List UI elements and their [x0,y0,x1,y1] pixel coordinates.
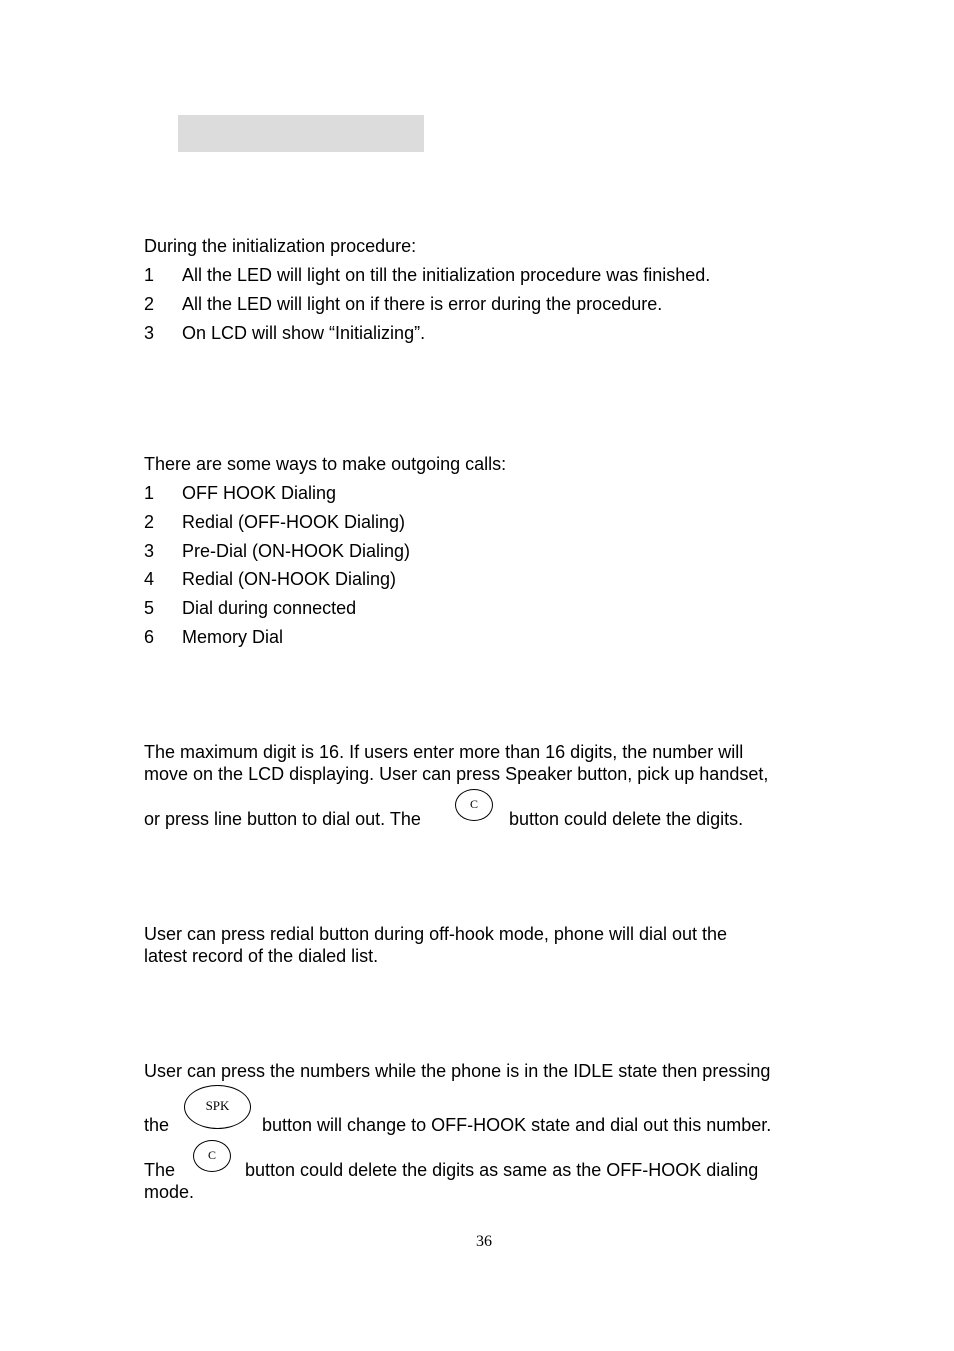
outgoing-item-1 [144,482,336,504]
outgoing-item-3 [144,540,410,562]
redial-line-1: User can press redial button during off-hook mode, phone will dial out the [144,924,728,944]
spk-button-icon: SPK [184,1085,251,1129]
list-number: 1 [144,483,155,503]
outgoing-item-4 [144,568,396,590]
list-number: 2 [144,294,155,314]
predial-line-3-before: The [144,1160,176,1180]
page-number: 36 [476,1233,492,1250]
list-number: 6 [144,627,155,647]
outgoing-intro: There are some ways to make outgoing calls: [144,454,507,474]
list-number: 5 [144,598,155,618]
list-text: Pre-Dial (ON-HOOK Dialing) [182,541,411,561]
c-button-icon: C [455,789,493,821]
list-text: All the LED will light on if there is error during the procedure. [182,294,663,314]
offhook-line-1: The maximum digit is 16. If users enter more than 16 digits, the number will [144,742,744,762]
outgoing-item-6 [144,626,283,648]
offhook-line-3-before: or press line button to dial out. The [144,809,421,829]
list-number: 3 [144,323,155,343]
predial-line-4: mode. [144,1182,195,1202]
list-text: Redial (ON-HOOK Dialing) [182,569,397,589]
list-number: 2 [144,512,155,532]
list-text: Memory Dial [182,627,284,647]
heading-placeholder-box [178,115,424,152]
predial-line-3-after: button could delete the digits as same as the OFF-HOOK dialing [245,1160,759,1180]
init-item-1 [144,264,710,286]
predial-line-2-after: button will change to OFF-HOOK state and dial out this number. [262,1115,772,1135]
predial-line-1: User can press the numbers while the phone is in the IDLE state then pressing [144,1061,771,1081]
init-item-2 [144,293,662,315]
list-number: 4 [144,569,155,589]
list-number: 3 [144,541,155,561]
list-text: On LCD will show “Initializing”. [182,323,426,343]
offhook-line-2: move on the LCD displaying. User can press Speaker button, pick up handset, [144,764,769,784]
list-number: 1 [144,265,155,285]
list-text: OFF HOOK Dialing [182,483,337,503]
init-intro: During the initialization procedure: [144,236,417,256]
offhook-line-3-after: button could delete the digits. [509,809,744,829]
outgoing-item-2 [144,511,405,533]
init-item-3 [144,322,425,344]
predial-line-2-before: the [144,1115,170,1135]
list-text: Dial during connected [182,598,357,618]
list-text: All the LED will light on till the initialization procedure was finished. [182,265,711,285]
c-button-icon: C [193,1140,231,1172]
outgoing-item-5 [144,597,356,619]
redial-line-2: latest record of the dialed list. [144,946,379,966]
list-text: Redial (OFF-HOOK Dialing) [182,512,406,532]
